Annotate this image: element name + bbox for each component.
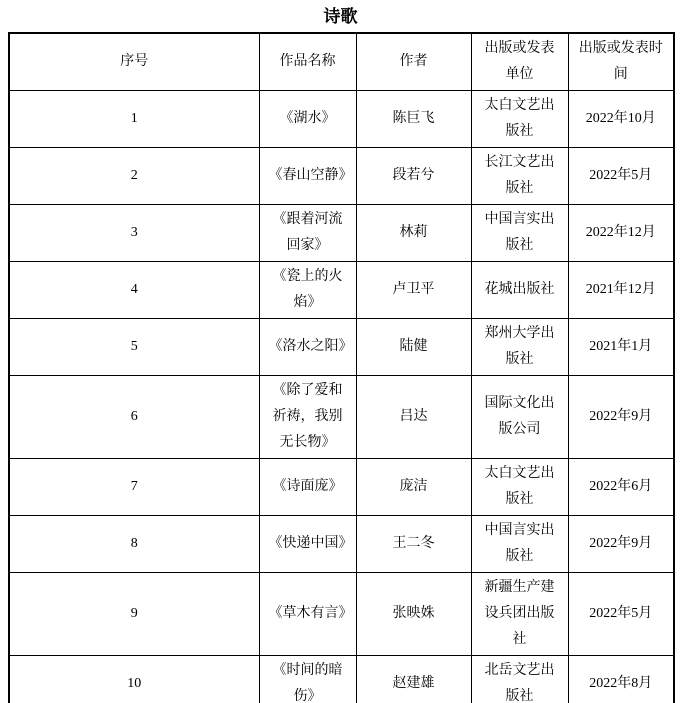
cell-author: 陈巨飞: [356, 91, 471, 148]
cell-author: 赵建雄: [356, 656, 471, 703]
poetry-works-table: [8, 32, 675, 703]
cell-work-title: 《湖水》: [259, 91, 356, 148]
cell-serial-number: 6: [9, 376, 259, 459]
cell-serial-number: 10: [9, 656, 259, 703]
cell-publish-date: 2022年12月: [568, 205, 674, 262]
cell-work-title: 《除了爱和祈祷，我别无长物》: [259, 376, 356, 459]
table-row: [9, 376, 674, 459]
table-row: [9, 516, 674, 573]
table-header-row: [9, 33, 674, 91]
cell-serial-number: 2: [9, 148, 259, 205]
cell-serial-number: 1: [9, 91, 259, 148]
cell-serial-number: 4: [9, 262, 259, 319]
table-body: [9, 91, 674, 703]
cell-work-title: 《草木有言》: [259, 573, 356, 656]
table-row: [9, 148, 674, 205]
cell-publisher-unit: 中国言实出版社: [471, 205, 568, 262]
cell-work-title: 《诗面庞》: [259, 459, 356, 516]
cell-publisher-unit: 新疆生产建设兵团出版社: [471, 573, 568, 656]
cell-author: 段若兮: [356, 148, 471, 205]
cell-work-title: 《跟着河流回家》: [259, 205, 356, 262]
cell-author: 庞洁: [356, 459, 471, 516]
cell-publisher-unit: 花城出版社: [471, 262, 568, 319]
cell-serial-number: 8: [9, 516, 259, 573]
cell-author: 吕达: [356, 376, 471, 459]
cell-publish-date: 2021年12月: [568, 262, 674, 319]
table-row: [9, 262, 674, 319]
cell-publisher-unit: 国际文化出版公司: [471, 376, 568, 459]
cell-publisher-unit: 太白文艺出版社: [471, 91, 568, 148]
cell-work-title: 《时间的暗伤》: [259, 656, 356, 703]
cell-author: 张映姝: [356, 573, 471, 656]
header-publisher-unit: 出版或发表单位: [471, 33, 568, 91]
cell-serial-number: 3: [9, 205, 259, 262]
cell-publisher-unit: 太白文艺出版社: [471, 459, 568, 516]
cell-publish-date: 2022年9月: [568, 376, 674, 459]
cell-publisher-unit: 郑州大学出版社: [471, 319, 568, 376]
table-row: [9, 573, 674, 656]
cell-publisher-unit: 长江文艺出版社: [471, 148, 568, 205]
cell-author: 陆健: [356, 319, 471, 376]
cell-author: 王二冬: [356, 516, 471, 573]
cell-work-title: 《洛水之阳》: [259, 319, 356, 376]
cell-publish-date: 2022年10月: [568, 91, 674, 148]
cell-serial-number: 9: [9, 573, 259, 656]
header-publish-date: 出版或发表时间: [568, 33, 674, 91]
cell-publish-date: 2022年9月: [568, 516, 674, 573]
cell-publisher-unit: 北岳文艺出版社: [471, 656, 568, 703]
table-row: [9, 656, 674, 703]
table-row: [9, 205, 674, 262]
header-author: 作者: [356, 33, 471, 91]
cell-publisher-unit: 中国言实出版社: [471, 516, 568, 573]
cell-serial-number: 7: [9, 459, 259, 516]
table-row: [9, 91, 674, 148]
cell-publish-date: 2022年8月: [568, 656, 674, 703]
cell-publish-date: 2022年5月: [568, 148, 674, 205]
header-serial-number: 序号: [9, 33, 259, 91]
cell-author: 卢卫平: [356, 262, 471, 319]
cell-serial-number: 5: [9, 319, 259, 376]
cell-work-title: 《快递中国》: [259, 516, 356, 573]
table-row: [9, 459, 674, 516]
cell-work-title: 《春山空静》: [259, 148, 356, 205]
header-work-title: 作品名称: [259, 33, 356, 91]
page-title: 诗歌: [323, 7, 358, 26]
cell-work-title: 《瓷上的火焰》: [259, 262, 356, 319]
cell-publish-date: 2022年6月: [568, 459, 674, 516]
cell-author: 林莉: [356, 205, 471, 262]
table-row: [9, 319, 674, 376]
cell-publish-date: 2021年1月: [568, 319, 674, 376]
cell-publish-date: 2022年5月: [568, 573, 674, 656]
